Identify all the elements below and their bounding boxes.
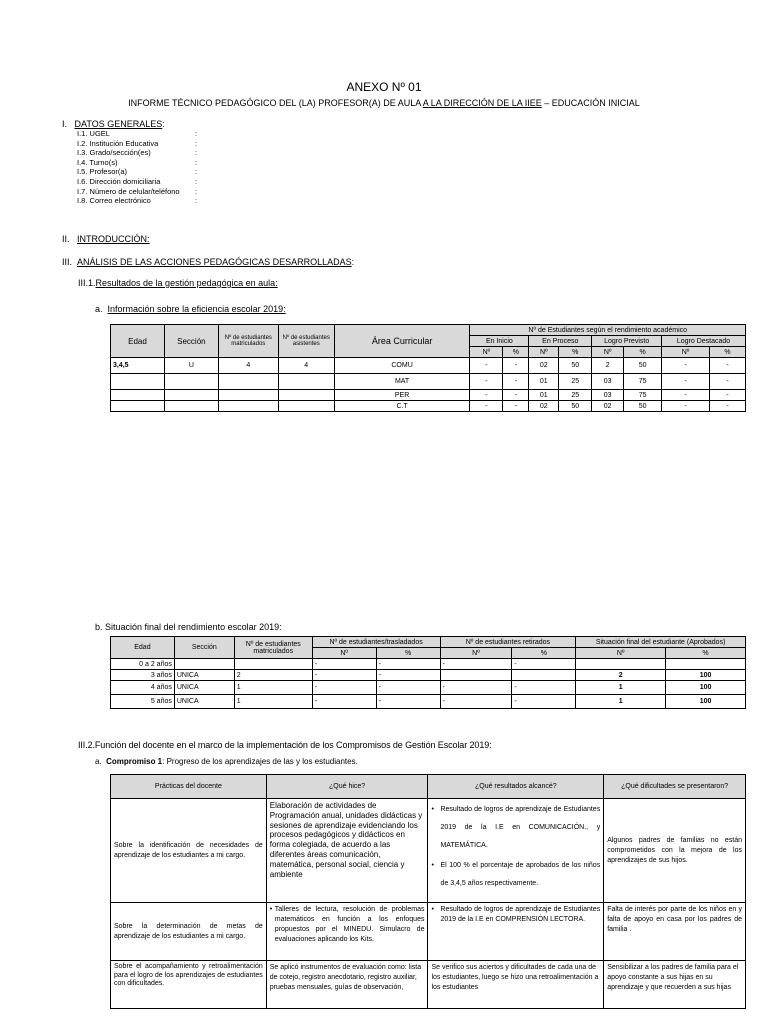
cell-asistentes xyxy=(278,401,334,412)
cell-matriculados: 4 xyxy=(218,358,278,374)
cell-seccion xyxy=(164,390,218,401)
cell-value: 03 xyxy=(592,390,624,401)
datos-number: I.1. xyxy=(77,129,88,138)
cell-value: - xyxy=(503,374,529,390)
cell-value: 01 xyxy=(529,374,559,390)
cell-value: 25 xyxy=(559,390,592,401)
cell-edad xyxy=(111,374,165,390)
header-seccion: Sección xyxy=(164,325,218,358)
datos-colon: : xyxy=(195,186,198,196)
subsection-heading: Resultados de la gestión pedagógica en aula: xyxy=(95,278,278,288)
header-matriculados: Nº de estudiantes matriculados xyxy=(218,325,278,358)
cell-value: 1 xyxy=(576,681,666,695)
datos-number: I.4. xyxy=(77,157,88,167)
datos-number: I.7. xyxy=(77,186,88,196)
cell-value: - xyxy=(470,358,503,374)
cell-value: - xyxy=(470,390,503,401)
compromiso-label: Compromiso 1 xyxy=(106,757,163,766)
table-row xyxy=(111,659,746,670)
section-heading: INTRODUCCIÓN: xyxy=(77,234,150,244)
datos-row xyxy=(77,167,197,177)
cell-resultados xyxy=(428,799,604,903)
cell-value: 75 xyxy=(624,374,662,390)
cell-value: - xyxy=(312,695,376,709)
section-datos-generales xyxy=(62,119,165,129)
cell-value: - xyxy=(503,358,529,374)
cell-value: 100 xyxy=(666,681,746,695)
cell-que-hice xyxy=(266,903,428,961)
header-dificultades: ¿Qué dificultades se presentaron? xyxy=(604,775,746,799)
datos-generales-list xyxy=(77,129,197,206)
datos-label: Correo electrónico xyxy=(89,196,151,206)
cell-seccion xyxy=(164,374,218,390)
header-seccion: Sección xyxy=(174,637,234,659)
header-pct: % xyxy=(512,648,576,659)
header-edad: Edad xyxy=(111,637,175,659)
cell-value: - xyxy=(440,659,512,670)
header-asistentes: Nº de estudiantes asistentes xyxy=(278,325,334,358)
situacion-final-table xyxy=(110,636,746,709)
cell-seccion xyxy=(174,659,234,670)
cell-value: - xyxy=(312,681,376,695)
subsection-number: III.1. xyxy=(78,278,96,288)
item-letter: a. xyxy=(95,757,102,766)
header-n: Nº xyxy=(470,347,503,358)
cell-asistentes xyxy=(278,390,334,401)
header-n: Nº xyxy=(662,347,710,358)
cell-value: 50 xyxy=(559,401,592,412)
cell-matriculados: 2 xyxy=(234,670,312,681)
cell-value: - xyxy=(512,681,576,695)
header-trasladados: Nº de estudiantes/trasladados xyxy=(312,637,440,648)
cell-seccion: UNICA xyxy=(174,695,234,709)
bullet-item: • El 100 % el porcentaje de aprobados de los niños de 3,4,5 años respectivamente. xyxy=(431,857,600,893)
document-subtitle xyxy=(0,98,768,108)
cell-value: - xyxy=(376,681,440,695)
cell-edad: 3,4,5 xyxy=(111,358,165,374)
cell-practica: Sobre la identificación de necesidades de aprendizaje de los estudiantes a mi cargo. xyxy=(111,799,267,903)
datos-number: I.2. xyxy=(77,138,88,148)
compromiso-description: : Progreso de los aprendizajes de las y los estudiantes. xyxy=(162,757,358,766)
datos-row xyxy=(77,196,197,206)
table-row xyxy=(111,961,746,1009)
cell-dificultades: Algunos padres de familias no están comprometidos con la mejora de los aprendizajes de sus hijos. xyxy=(604,799,746,903)
datos-row xyxy=(77,129,197,139)
bullet-item: • Resultado de logros de aprendizaje de Estudiantes 2019 de la I.E en COMUNICACIÓN., y MATEMÁTICA. xyxy=(431,801,600,855)
header-area: Área Curricular xyxy=(334,325,470,358)
cell-edad xyxy=(111,390,165,401)
cell-value: - xyxy=(376,695,440,709)
section-number: I. xyxy=(62,119,68,129)
cell-practica: Sobre el acompañamiento y retroalimentación para el logro de los aprendizajes de estudiantes con dificultades. xyxy=(111,961,267,1009)
datos-number: I.6. xyxy=(77,176,88,186)
item-heading: Información sobre la eficiencia escolar 2019: xyxy=(107,304,286,314)
cell-value: - xyxy=(662,390,710,401)
cell-edad: 0 a 2 años xyxy=(111,659,175,670)
header-pct: % xyxy=(503,347,529,358)
cell-area: C.T xyxy=(334,401,470,412)
header-resultados: ¿Qué resultados alcancé? xyxy=(428,775,604,799)
datos-number: I.3. xyxy=(77,148,88,158)
cell-value: - xyxy=(376,670,440,681)
table-row xyxy=(111,799,746,903)
table-row xyxy=(111,390,746,401)
cell-seccion xyxy=(164,401,218,412)
cell-practica: Sobre la determinación de metas de aprendizaje de los estudiantes a mi cargo. xyxy=(111,903,267,961)
eficiencia-table xyxy=(110,324,746,412)
datos-label: Dirección domiciliaria xyxy=(89,176,161,186)
cell-area: COMU xyxy=(334,358,470,374)
section-number: II. xyxy=(62,234,70,244)
header-pct: % xyxy=(666,648,746,659)
subsection-resultados xyxy=(78,278,278,288)
cell-value: 75 xyxy=(624,390,662,401)
cell-area: PER xyxy=(334,390,470,401)
cell-matriculados: 1 xyxy=(234,695,312,709)
table-row xyxy=(111,374,746,390)
subsection-eficiencia xyxy=(95,304,286,314)
cell-value: 02 xyxy=(529,358,559,374)
section-number: III. xyxy=(62,257,73,267)
cell-matriculados xyxy=(218,374,278,390)
cell-resultados: Se verifico sus aciertos y dificultades de cada una de los estudiantes, luego se hizo una retroalimentación a los estudiantes xyxy=(428,961,604,1009)
cell-value: 100 xyxy=(666,695,746,709)
table-row xyxy=(111,401,746,412)
section-introduccion xyxy=(62,234,150,244)
subtitle-part: INFORME TÉCNICO PEDAGÓGICO DEL (LA) PROFESOR(A) DE AULA xyxy=(128,98,423,108)
cell-value: - xyxy=(503,401,529,412)
header-situacion-final: Situación final del estudiante (Aprobados) xyxy=(576,637,746,648)
cell-value: - xyxy=(312,659,376,670)
datos-row xyxy=(77,187,197,197)
header-que-hice: ¿Qué hice? xyxy=(266,775,428,799)
cell-value xyxy=(576,659,666,670)
cell-area: MAT xyxy=(334,374,470,390)
cell-value: 03 xyxy=(592,374,624,390)
header-n: Nº xyxy=(592,347,624,358)
datos-number: I.8. xyxy=(77,196,88,206)
cell-value: - xyxy=(470,374,503,390)
cell-value: - xyxy=(512,659,576,670)
cell-edad: 3 años xyxy=(111,670,175,681)
document-title: ANEXO Nº 01 xyxy=(346,80,422,94)
cell-value: 2 xyxy=(576,670,666,681)
cell-value: - xyxy=(662,358,710,374)
cell-value: 50 xyxy=(624,358,662,374)
cell-resultados xyxy=(428,903,604,961)
section-analisis xyxy=(62,257,354,267)
header-pct: % xyxy=(559,347,592,358)
datos-label: Institución Educativa xyxy=(89,138,159,148)
datos-row xyxy=(77,139,197,149)
datos-label: Grado/sección(es) xyxy=(89,148,151,158)
cell-value: 02 xyxy=(592,401,624,412)
item-letter: a. xyxy=(95,304,103,314)
datos-number: I.5. xyxy=(77,167,88,177)
subtitle-part: – EDUCACIÓN INICIAL xyxy=(541,98,640,108)
table-row xyxy=(111,358,746,374)
cell-value: - xyxy=(376,659,440,670)
section-heading: DATOS GENERALES xyxy=(74,119,163,129)
header-rendimiento: Nº de Estudiantes según el rendimiento académico xyxy=(470,325,746,336)
datos-colon: : xyxy=(195,167,198,177)
cell-value: - xyxy=(470,401,503,412)
cell-value: - xyxy=(662,401,710,412)
datos-colon: : xyxy=(195,176,198,186)
header-matriculados: Nº de estudiantes matriculados xyxy=(234,637,312,659)
cell-value: 25 xyxy=(559,374,592,390)
cell-matriculados xyxy=(234,659,312,670)
table-row xyxy=(111,903,746,961)
cell-dificultades: Falta de interés por parte de los niños en y falta de apoyo en casa por los padres de familia . xyxy=(604,903,746,961)
datos-label: UGEL xyxy=(89,129,110,138)
header-logro-previsto: Logro Previsto xyxy=(592,336,662,347)
header-en-inicio: En Inicio xyxy=(470,336,529,347)
cell-edad: 4 años xyxy=(111,681,175,695)
header-en-proceso: En Proceso xyxy=(529,336,592,347)
cell-dificultades: Sensibilizar a los padres de familia para el apoyo constante a sus hijas en su aprendizaje y que recuerden a sus hijas xyxy=(604,961,746,1009)
subsection-situacion-final: b. Situación final del rendimiento escolar 2019: xyxy=(95,622,282,632)
cell-seccion: U xyxy=(164,358,218,374)
header-pct: % xyxy=(624,347,662,358)
compromiso-table xyxy=(110,774,746,1009)
datos-row xyxy=(77,158,197,168)
cell-seccion: UNICA xyxy=(174,670,234,681)
cell-value: 50 xyxy=(559,358,592,374)
datos-row xyxy=(77,148,197,158)
cell-matriculados xyxy=(218,390,278,401)
section-colon: : xyxy=(162,119,165,129)
table-row xyxy=(111,670,746,681)
cell-value: - xyxy=(512,695,576,709)
cell-value: - xyxy=(440,681,512,695)
cell-asistentes: 4 xyxy=(278,358,334,374)
cell-value: 100 xyxy=(666,670,746,681)
bullet-item: • Resultado de logros de aprendizaje de Estudiantes 2019 de la I.E en COMPRENSIÓN LECTORA. xyxy=(431,905,600,925)
datos-colon: : xyxy=(195,157,198,167)
datos-label: Profesor(a) xyxy=(89,167,128,177)
datos-colon: : xyxy=(195,129,198,138)
bullet-item: • Talleres de lectura, resolución de problemas matemáticos en función a los enfoques propuestos por el MINEDU. Simulacro de evaluaciones aplicando los Kits. xyxy=(270,905,425,945)
cell-que-hice: Se aplicó instrumentos de evaluación como: lista de cotejo, registro anecdotario, registro auxiliar, pruebas mensuales, guías de observación, xyxy=(266,961,428,1009)
cell-asistentes xyxy=(278,374,334,390)
cell-value: 50 xyxy=(624,401,662,412)
cell-value: - xyxy=(503,390,529,401)
cell-value: 2 xyxy=(592,358,624,374)
compromiso-1-heading xyxy=(95,757,358,766)
datos-label: Número de celular/teléfono xyxy=(89,186,180,196)
cell-value: - xyxy=(440,695,512,709)
section-heading: ANÁLISIS DE LAS ACCIONES PEDAGÓGICAS DESARROLLADAS xyxy=(77,257,352,267)
header-logro-destacado: Logro Destacado xyxy=(662,336,746,347)
datos-colon: : xyxy=(195,196,198,206)
cell-value: - xyxy=(709,401,745,412)
header-retirados: Nº de estudiantes retirados xyxy=(440,637,576,648)
cell-value xyxy=(440,670,512,681)
cell-value: 01 xyxy=(529,390,559,401)
header-n: Nº xyxy=(440,648,512,659)
header-pct: % xyxy=(376,648,440,659)
cell-value: - xyxy=(709,358,745,374)
header-practicas: Prácticas del docente xyxy=(111,775,267,799)
header-n: Nº xyxy=(529,347,559,358)
cell-matriculados: 1 xyxy=(234,681,312,695)
cell-value: - xyxy=(709,390,745,401)
header-pct: % xyxy=(709,347,745,358)
cell-value xyxy=(666,659,746,670)
cell-value: 1 xyxy=(576,695,666,709)
cell-value: 02 xyxy=(529,401,559,412)
header-edad: Edad xyxy=(111,325,165,358)
cell-value: - xyxy=(312,670,376,681)
cell-que-hice: Elaboración de actividades de Programación anual, unidades didácticas y sesiones de aprendizaje evidenciando los procesos pedagógicos y didácticos en forma colegiada, de acuerdo a las diferentes áreas comunicación, matemática, personal social, ciencia y ambiente xyxy=(266,799,428,903)
table-row xyxy=(111,681,746,695)
header-n: Nº xyxy=(576,648,666,659)
section-colon: : xyxy=(351,257,355,267)
header-n: Nº xyxy=(312,648,376,659)
cell-value xyxy=(512,670,576,681)
table-row xyxy=(111,695,746,709)
subtitle-underlined: A LA DIRECCIÓN DE LA IIEE xyxy=(422,98,542,108)
datos-colon: : xyxy=(195,138,198,148)
cell-matriculados xyxy=(218,401,278,412)
datos-row xyxy=(77,177,197,187)
cell-edad: 5 años xyxy=(111,695,175,709)
cell-value: - xyxy=(709,374,745,390)
subsection-funcion-docente: III.2.Función del docente en el marco de la implementación de los Compromisos de Gestión Escolar 2019: xyxy=(78,740,492,750)
cell-seccion: UNICA xyxy=(174,681,234,695)
cell-value: - xyxy=(662,374,710,390)
datos-colon: : xyxy=(195,148,198,158)
datos-label: Turno(s) xyxy=(89,157,118,167)
cell-edad xyxy=(111,401,165,412)
